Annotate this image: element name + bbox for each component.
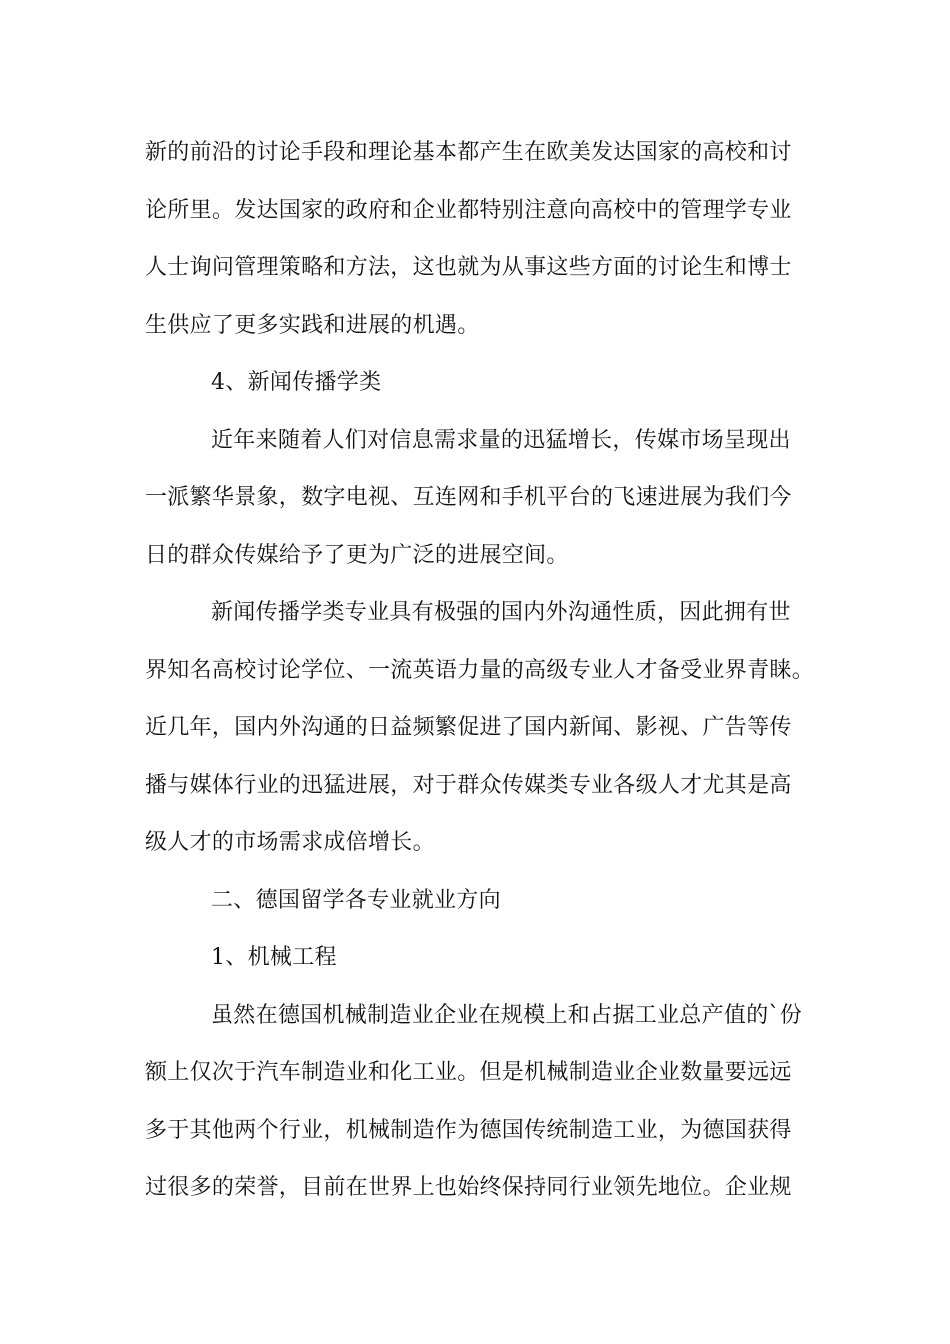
text-line: 界知名高校讨论学位、一流英语力量的高级专业人才备受业界青睐。	[145, 657, 815, 683]
text-line: 额上仅次于汽车制造业和化工业。但是机械制造业企业数量要远远	[145, 1060, 792, 1085]
text-line: 多于其他两个行业，机械制造作为德国传统制造工业，为德国获得	[145, 1117, 792, 1143]
document-body	[145, 124, 815, 1217]
subsection-heading: 1、机械工程	[211, 945, 337, 970]
text-line: 近几年，国内外沟通的日益频繁促进了国内新闻、影视、广告等传	[145, 715, 792, 740]
text-line: 新闻传播学类专业具有极强的国内外沟通性质，因此拥有世	[211, 600, 791, 625]
section-heading: 4、新闻传播学类	[211, 370, 382, 395]
text-line: 过很多的荣誉，目前在世界上也始终保持同行业领先地位。企业规	[145, 1175, 792, 1200]
text-line: 一派繁华景象，数字电视、互连网和手机平台的飞速进展为我们今	[145, 485, 792, 510]
text-line: 人士询问管理策略和方法，这也就为从事这些方面的讨论生和博士	[145, 255, 792, 280]
text-line: 级人才的市场需求成倍增长。	[145, 830, 435, 855]
text-line: 新的前沿的讨论手段和理论基本都产生在欧美发达国家的高校和讨	[145, 140, 792, 165]
text-line: 日的群众传媒给予了更为广泛的进展空间。	[145, 542, 569, 568]
text-line: 近年来随着人们对信息需求量的迅猛增长，传媒市场呈现出	[211, 427, 791, 453]
text-line: 虽然在德国机械制造业企业在规模上和占据工业总产值的`份	[211, 1002, 803, 1028]
text-line: 生供应了更多实践和进展的机遇。	[145, 312, 480, 338]
section-heading: 二、德国留学各专业就业方向	[211, 887, 501, 913]
text-line: 论所里。发达国家的政府和企业都特别注意向高校中的管理学专业	[145, 197, 792, 223]
text-line: 播与媒体行业的迅猛进展，对于群众传媒类专业各级人才尤其是高	[145, 772, 792, 798]
